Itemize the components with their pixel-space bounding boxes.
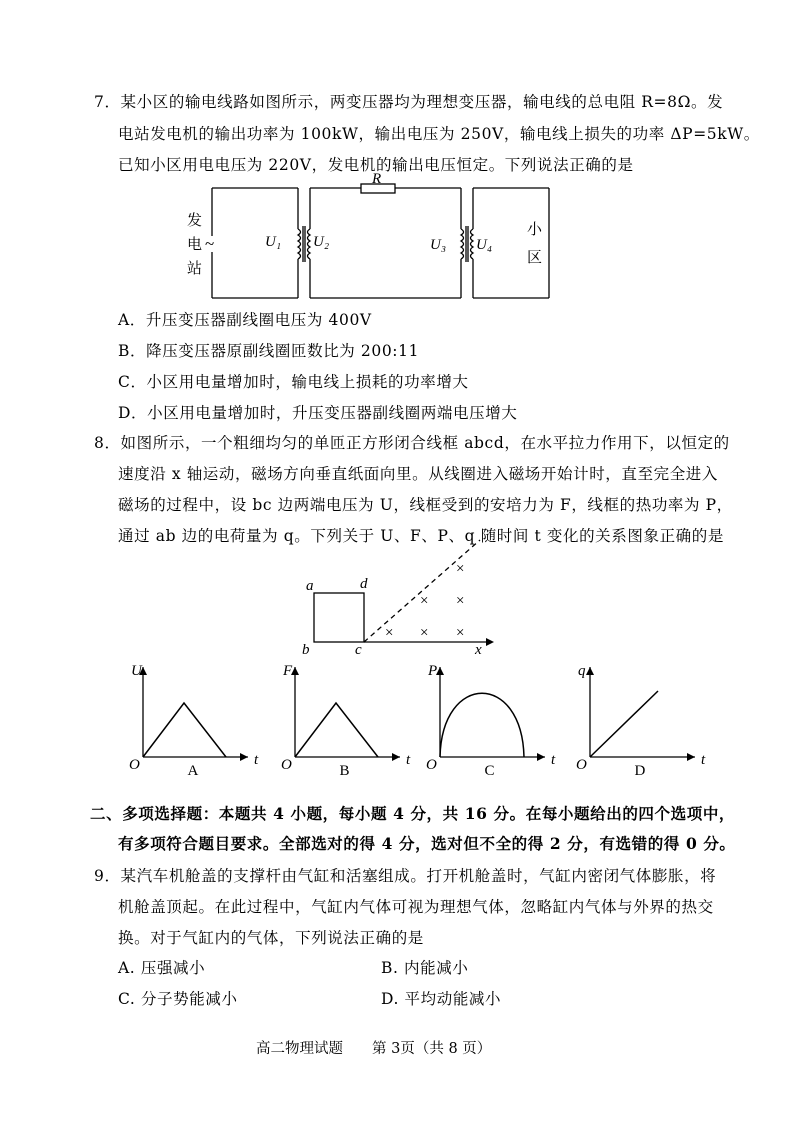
field-cross: × xyxy=(385,625,394,641)
section2-line-1: 二、多项选择题：本题共 4 小题，每小题 4 分，共 16 分。在每小题给出的四个选项中， xyxy=(90,804,736,823)
label-b: b xyxy=(302,642,310,658)
y-axis-arrow-icon xyxy=(586,667,594,675)
field-cross: × xyxy=(420,625,429,641)
u4-label: U₄ xyxy=(476,237,493,253)
u1-label: U₁ xyxy=(265,234,282,250)
graph-caption: C xyxy=(484,763,495,779)
u2-label: U₂ xyxy=(313,234,330,250)
load-label-1: 小 xyxy=(527,222,543,238)
graph-ylabel: q xyxy=(578,663,586,679)
graph-xlabel: t xyxy=(254,752,259,768)
graph-ylabel: F xyxy=(283,663,293,679)
q9-line-2: 机舱盖顶起。在此过程中，气缸内气体可视为理想气体，忽略缸内气体与外界的热交 xyxy=(118,898,714,916)
q7-line-3: 已知小区用电电压为 220V，发电机的输出电压恒定。下列说法正确的是 xyxy=(118,156,634,174)
graph-curve xyxy=(590,691,658,757)
graph-caption: B xyxy=(339,763,350,779)
x-axis-arrow-icon xyxy=(392,753,400,761)
q8-line-2: 速度沿 x 轴运动，磁场方向垂直纸面向里。从线圈进入磁场开始计时，直至完全进入 xyxy=(118,465,718,483)
graph-xlabel: t xyxy=(406,752,411,768)
graph-B xyxy=(281,663,411,779)
x-axis-arrow-icon xyxy=(537,753,545,761)
resistor-label: R xyxy=(372,171,382,187)
field-cross: × xyxy=(456,561,465,577)
q9-line-3: 换。对于气缸内的气体，下列说法正确的是 xyxy=(118,929,424,947)
label-d: d xyxy=(360,576,368,592)
graph-curve xyxy=(143,703,226,757)
x-axis-arrow-icon xyxy=(240,753,248,761)
q7-line-1: 7．某小区的输电线路如图所示，两变压器均为理想变压器，输电线的总电阻 R=8Ω。发 xyxy=(94,93,724,111)
graph-origin: O xyxy=(426,757,437,773)
x-axis-arrow-icon xyxy=(687,753,695,761)
q8-line-1: 8．如图所示，一个粗细均匀的单匝正方形闭合线框 abcd，在水平拉力作用下，以恒定的 xyxy=(94,434,730,452)
q9-option-d: D. 平均动能减小 xyxy=(381,990,502,1008)
q7-option-d: D．小区用电量增加时，升压变压器副线圈两端电压增大 xyxy=(118,404,518,422)
q8-line-4: 通过 ab 边的电荷量为 q。下列关于 U、F、P、q 随时间 t 变化的关系图象正确的是 xyxy=(118,527,724,545)
field-cross: × xyxy=(456,593,465,609)
label-c: c xyxy=(355,642,362,658)
graph-C xyxy=(426,663,556,779)
ac-source-icon: ~ xyxy=(205,234,215,253)
graph-xlabel: t xyxy=(701,752,706,768)
section2-line-2: 有多项符合题目要求。全部选对的得 4 分，选对但不全的得 2 分，有选错的得 0 分。 xyxy=(118,834,736,853)
source-label-3: 站 xyxy=(187,261,203,277)
q7-option-b: B．降压变压器原副线圈匝数比为 200:11 xyxy=(118,342,420,360)
graph-ylabel: P xyxy=(428,663,438,679)
y-axis-arrow-icon xyxy=(291,667,299,675)
graph-curve xyxy=(440,693,524,757)
q9-option-b: B. 内能减小 xyxy=(381,959,469,977)
y-axis-arrow-icon xyxy=(436,667,444,675)
graph-xlabel: t xyxy=(551,752,556,768)
field-cross: × xyxy=(420,593,429,609)
graph-origin: O xyxy=(129,757,140,773)
label-x: x xyxy=(475,642,482,658)
q7-option-a: A．升压变压器副线圈电压为 400V xyxy=(118,311,372,329)
q7-line-2: 电站发电机的输出功率为 100kW，输出电压为 250V，输电线上损失的功率 ΔP=5kW。 xyxy=(118,125,760,143)
source-label-2: 电 xyxy=(187,237,203,253)
graph-caption: D xyxy=(634,763,646,779)
page-footer: 高二物理试题 第 3页（共 8 页） xyxy=(256,1041,492,1057)
graph-D xyxy=(576,663,706,779)
load-label-2: 区 xyxy=(527,250,543,266)
field-cross: × xyxy=(456,625,465,641)
source-label-1: 发 xyxy=(187,213,203,229)
q9-line-1: 9．某汽车机舱盖的支撑杆由气缸和活塞组成。打开机舱盖时，气缸内密闭气体膨胀，将 xyxy=(94,867,717,885)
q8-line-3: 磁场的过程中，设 bc 边两端电压为 U，线框受到的安培力为 F，线框的热功率为 P， xyxy=(118,496,733,514)
graph-caption: A xyxy=(187,763,199,779)
graph-ylabel: U xyxy=(131,663,142,679)
graph-curve xyxy=(295,703,378,757)
graph-A xyxy=(129,663,259,779)
graph-origin: O xyxy=(281,757,292,773)
u3-label: U₃ xyxy=(430,237,447,253)
label-a: a xyxy=(306,578,314,594)
q7-option-c: C．小区用电量增加时，输电线上损耗的功率增大 xyxy=(118,373,469,391)
q9-option-c: C. 分子势能减小 xyxy=(118,990,238,1008)
graph-origin: O xyxy=(576,757,587,773)
q9-option-a: A. 压强减小 xyxy=(118,959,206,977)
